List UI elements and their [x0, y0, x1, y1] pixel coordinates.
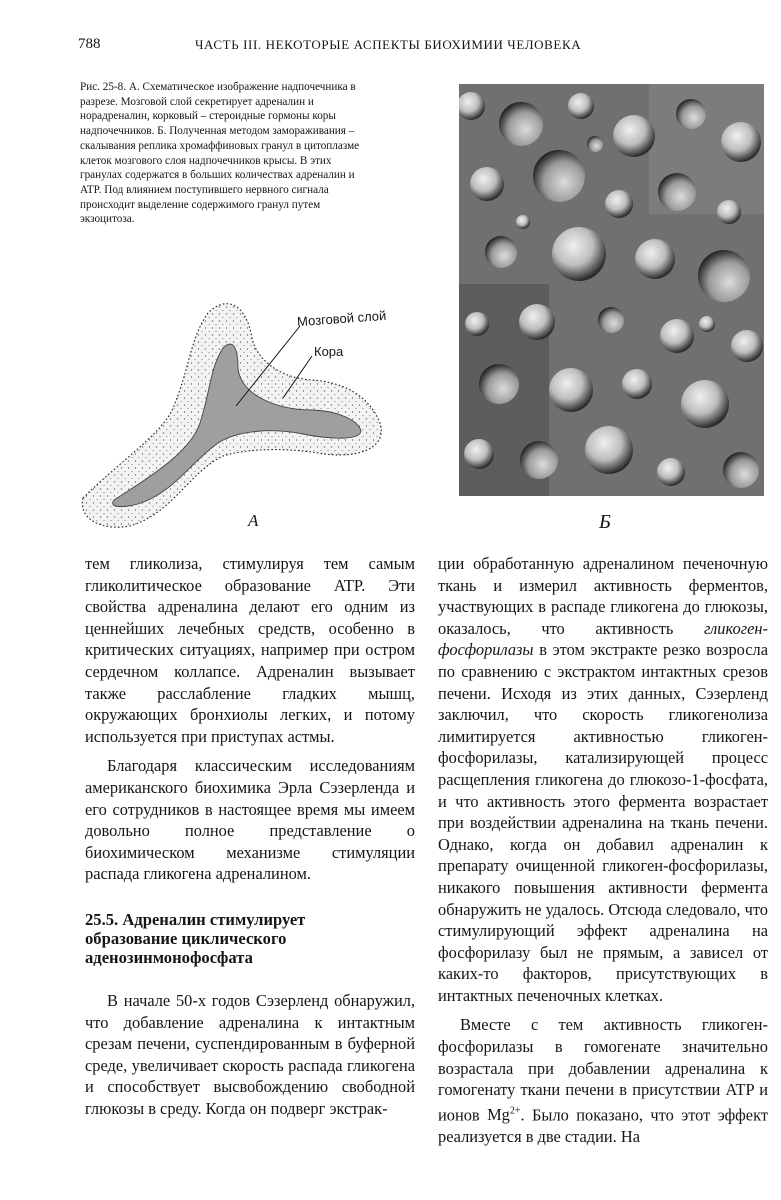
section-heading	[85, 910, 415, 967]
figure-b-micrograph	[459, 84, 764, 496]
right-p2-start: Вместе с тем активность гликоген-фосфорилазы в гомогенате значительно возрастала при добавлении адреналина к гомогенату ткани печени в присутствии ATP и ионов	[438, 1015, 768, 1125]
section-heading-line-1: 25.5. Адреналин стимулирует	[85, 909, 306, 929]
left-paragraph-3: В начале 50-х годов Сэзерленд обнаружил, что добавление адреналина к интактным срезам печени, суспендированным в буферной среде, увеличивает скорость распада гликогена и способствует высвобождению свободной глюкозы в среду. Когда он подверг экстрак-	[85, 990, 415, 1118]
figure-b-letter: Б	[599, 511, 611, 533]
adrenal-gland-drawing	[78, 298, 398, 538]
figure-a-adrenal-diagram	[78, 298, 398, 538]
figure-caption	[80, 80, 372, 227]
right-paragraph-1	[438, 553, 768, 1006]
adrenal-medulla-region	[113, 344, 361, 507]
magnesium-symbol: Mg	[487, 1105, 510, 1125]
right-column	[438, 553, 768, 1148]
page-header	[50, 36, 750, 60]
left-paragraph-1: тем гликолиза, стимулируя тем самым гликолитическое образование ATP. Эти свойства адреналина делают его одним из ценнейших лечебных средств, особенно в критических ситуациях, например при остром сердечном коллапсе. Адреналин вызывает также расслабление гладких мышц, окружающих бронхиолы легких, и потому используется при приступах астмы.	[85, 554, 415, 746]
label-medulla: Мозговой слой	[296, 307, 387, 330]
section-heading-line-3: аденозинмонофосфата	[85, 947, 253, 967]
label-cortex: Кора	[314, 344, 344, 359]
right-p1-start: ции обработанную адреналином печеночную ткань и измерил активность ферментов, участвующих в распаде гликогена до глюкозы, оказалось, что активность	[438, 554, 768, 638]
figure-caption-text: Рис. 25-8. А. Схематическое изображение надпочечника в разрезе. Мозговой слой секретирует адреналин и норадреналин, корковый – стероидные гормоны коры надпочечников. Б. Полученная методом замораживания – скалывания реплика хромаффиновых гранул в цитоплазме клеток мозгового слоя надпочечников крысы. В этих гранулах содержатся в больших количествах адреналин и ATP. Под влиянием поступившего нервного сигнала происходит выделение содержимого гранул путем экзоцитоза.	[80, 81, 360, 226]
chromaffin-granules-micrograph	[459, 84, 764, 496]
right-p2-end: . Было показано, что этот эффект реализуется в две стадии. На	[438, 1105, 768, 1146]
right-paragraph-2	[438, 1014, 768, 1147]
page-number: 788	[78, 36, 101, 52]
section-heading-line-2: образование циклического	[85, 928, 287, 948]
figure-a-letter: А	[248, 511, 259, 530]
left-column	[85, 553, 415, 1119]
right-p1-end: в этом экстракте резко возросла по сравнению с экстрактом интактных срезов печени. Исходя из этих данных, Сэзерленд заключил, что скорость гликогенолиза лимитируется активностью гликоген-фосфорилазы, катализирующей процесс расщепления гликогена до глюкозо-1-фосфата, и что активность этого фермента возрастает при воздействии адреналина на ткань печени. Однако, когда он добавил адреналин к препарату очищенной гликоген-фосфорилазы, никакого повышения активности фермента обнаружить не удалось. Отсюда следовало, что стимулирующий эффект адреналина на фосфорилазу был не прямым, а зависел от каких-то факторов, присутствующих в интактных печеночных клетках.	[438, 640, 768, 1005]
running-head: ЧАСТЬ III. НЕКОТОРЫЕ АСПЕКТЫ БИОХИМИИ ЧЕЛОВЕКА	[195, 37, 582, 52]
term-glycogen-phosphorylase: гликоген-фосфорилазы	[438, 618, 768, 660]
magnesium-charge: 2+	[509, 1105, 521, 1117]
left-paragraph-2: Благодаря классическим исследованиям американского биохимика Эрла Сэзерленда и его сотрудников в настоящее время мы имеем довольно полное представление о биохимическом механизме стимуляции распада гликогена адреналином.	[85, 756, 415, 884]
magnesium-ion	[487, 1105, 520, 1124]
